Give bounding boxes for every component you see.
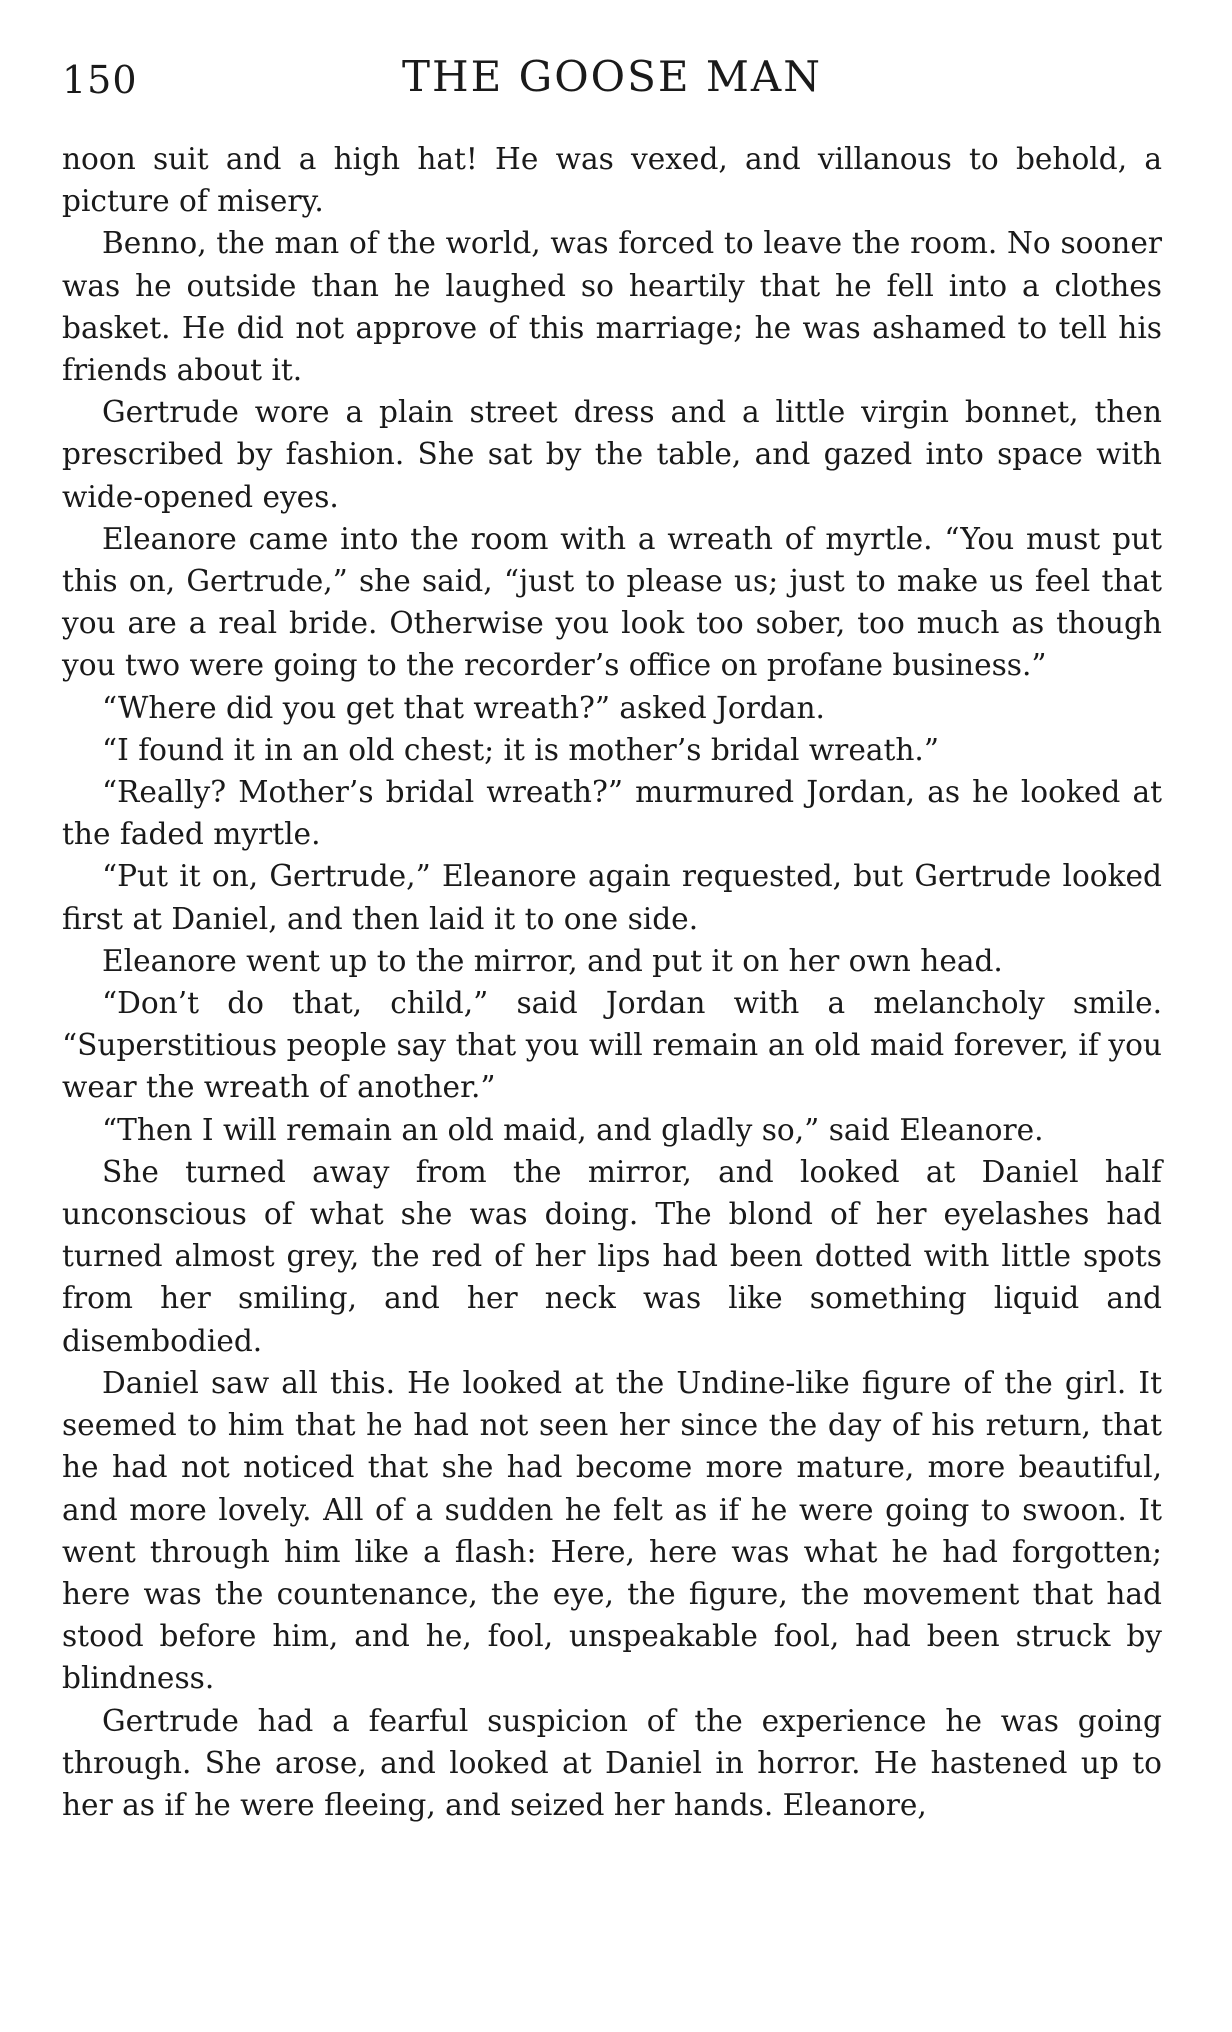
book-page: [62, 52, 1162, 1826]
paragraph: “Where did you get that wreath?” asked Jordan.: [102, 690, 825, 725]
paragraph: Eleanore went up to the mirror, and put it on her own head.: [102, 943, 1003, 978]
paragraph: “Really? Mother’s bridal wreath?” murmured Jordan, as he looked at the faded myrtle.: [62, 775, 1162, 852]
paragraph: She turned away from the mirror, and looked at Daniel half unconscious of what she was doing. The blond of her eyelashes had turned almost grey, the red of her lips had been dotted with little spots from her smiling, and her neck was like something liquid and disembodied.: [62, 1154, 1162, 1358]
page-header: [62, 52, 1162, 112]
paragraph: “Put it on, Gertrude,” Eleanore again requested, but Gertrude looked first at Daniel, and then laid it to one side.: [62, 859, 1162, 936]
page-number: 150: [62, 58, 138, 102]
paragraph: Daniel saw all this. He looked at the Undine-like figure of the girl. It seemed to him that he had not seen her since the day of his return, that he had not noticed that she had become more mature, more beautiful, and more lovely. All of a sudden he felt as if he were going to swoon. It went through him like a flash: Here, here was what he had forgotten; here was the countenance, the eye, the figure, the movement that had stood before him, and he, fool, unspeakable fool, had been struck by blindness.: [62, 1365, 1162, 1696]
body-text: [62, 138, 1162, 1826]
paragraph: Gertrude had a fearful suspicion of the experience he was going through. She arose, and looked at Daniel in horror. He hastened up to her as if he were fleeing, and seized her hands. Eleanore,: [62, 1703, 1162, 1822]
paragraph: Gertrude wore a plain street dress and a little virgin bonnet, then prescribed by fashion. She sat by the table, and gazed into space with wide-opened eyes.: [62, 395, 1162, 514]
running-title: THE GOOSE MAN: [402, 52, 822, 101]
paragraph: “I found it in an old chest; it is mother’s bridal wreath.”: [102, 732, 939, 767]
paragraph: “Don’t do that, child,” said Jordan with a melancholy smile. “Superstitious people say that you will remain an old maid forever, if you wear the wreath of another.”: [62, 986, 1162, 1105]
paragraph: “Then I will remain an old maid, and gladly so,” said Eleanore.: [102, 1112, 1044, 1147]
paragraph: Eleanore came into the room with a wreath of myrtle. “You must put this on, Gertrude,” she said, “just to please us; just to make us feel that you are a real bride. Otherwise you look too sober, too much as though you two were going to the recorder’s office on profane business.”: [62, 521, 1162, 683]
paragraph: noon suit and a high hat! He was vexed, and villanous to behold, a picture of misery.: [62, 142, 1162, 219]
paragraph: Benno, the man of the world, was forced to leave the room. No sooner was he outside than he laughed so heartily that he fell into a clothes basket. He did not approve of this marriage; he was ashamed to tell his friends about it.: [62, 226, 1162, 388]
